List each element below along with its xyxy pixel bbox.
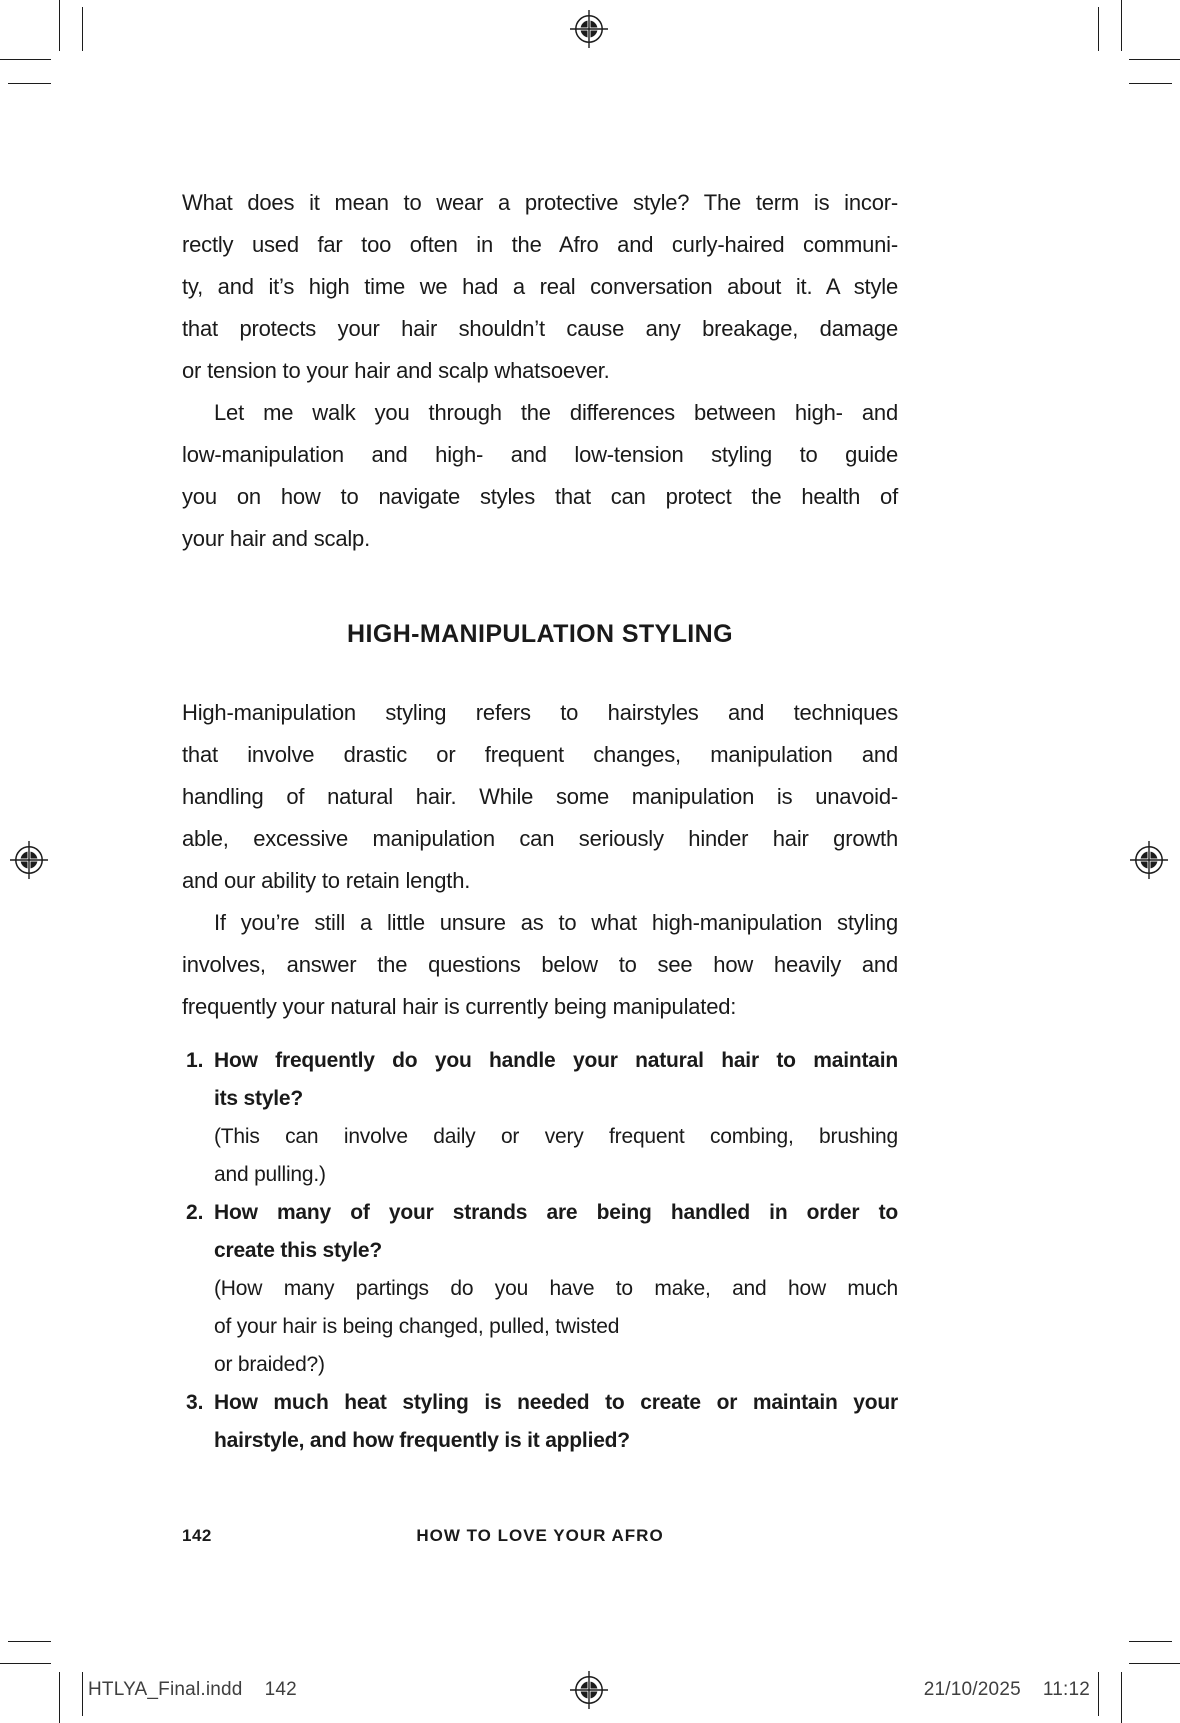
question-line: How frequently do you handle your natural hair to maintain [214,1049,898,1072]
question-line: create this style? [214,1239,382,1262]
crop-mark-top-right-h1 [1129,59,1180,60]
text-line: rectly used far too often in the Afro and curly-haired communi- [182,232,898,257]
text-line: involves, answer the questions below to see how heavily and [182,952,898,977]
question-number: 3. [186,1391,204,1414]
text-line: ty, and it’s high time we had a real conversation about it. A style [182,274,898,299]
slug-page: 142 [264,1679,297,1700]
page-number: 142 [182,1526,212,1545]
question-line: hairstyle, and how frequently is it applied? [214,1429,630,1452]
text-line: What does it mean to wear a protective style? The term is incor- [182,190,898,215]
crop-mark-top-right-v2 [1098,7,1099,51]
text-line: High-manipulation styling refers to hairstyles and techniques [182,700,898,725]
text-line: If you’re still a little unsure as to what high-manipulation styling [214,910,898,935]
registration-mark-icon [1129,840,1169,880]
crop-mark-top-left-v1 [59,0,60,51]
question-note-line: of your hair is being changed, pulled, twisted [214,1315,620,1338]
crop-mark-bottom-right-h1 [1129,1663,1180,1664]
crop-mark-top-left-h2 [8,83,51,84]
text-line: and our ability to retain length. [182,868,471,893]
question-item-3 [186,1384,898,1460]
registration-mark-icon [9,840,49,880]
crop-mark-top-left-v2 [82,7,83,51]
section-paragraphs [182,692,898,1028]
question-item-2 [186,1194,898,1384]
slug-filename: HTLYA_Final.indd [88,1679,243,1700]
slug-time: 11:12 [1042,1679,1090,1700]
text-line: frequently your natural hair is currently being manipulated: [182,994,737,1019]
question-line: How many of your strands are being handled in order to [214,1201,898,1224]
crop-mark-bottom-left-h1 [0,1663,51,1664]
question-line: its style? [214,1087,304,1110]
text-line: that protects your hair shouldn’t cause any breakage, damage [182,316,898,341]
text-line: Let me walk you through the differences between high- and [214,400,898,425]
question-number: 2. [186,1201,204,1224]
crop-mark-bottom-left-h2 [8,1641,51,1642]
question-list [186,1042,898,1460]
text-line: handling of natural hair. While some manipulation is unavoid- [182,784,898,809]
registration-mark-icon [569,9,609,49]
text-line: your hair and scalp. [182,526,370,551]
question-note-line: (This can involve daily or very frequent combing, brushing [214,1125,898,1148]
text-line: that involve drastic or frequent changes, manipulation and [182,742,898,767]
slug-left [88,1679,297,1701]
question-note-line: and pulling.) [214,1163,326,1186]
crop-mark-bottom-right-v1 [1121,1672,1122,1723]
text-line: low-manipulation and high- and low-tension styling to guide [182,442,898,467]
text-line: you on how to navigate styles that can protect the health of [182,484,898,509]
slug-date: 21/10/2025 [923,1679,1021,1700]
running-title: HOW TO LOVE YOUR AFRO [416,1526,664,1545]
crop-mark-bottom-left-v1 [59,1672,60,1723]
crop-mark-top-left-h1 [0,59,51,60]
text-line: able, excessive manipulation can seriously hinder hair growth [182,826,898,851]
crop-mark-bottom-left-v2 [82,1672,83,1716]
crop-mark-top-right-v1 [1121,0,1122,51]
crop-mark-top-right-h2 [1129,83,1172,84]
crop-mark-bottom-right-v2 [1098,1672,1099,1716]
question-line: How much heat styling is needed to create or maintain your [214,1391,898,1414]
intro-paragraphs [182,182,898,560]
slug-right [924,1679,1090,1701]
crop-mark-bottom-right-h2 [1129,1641,1172,1642]
question-note-line: or braided?) [214,1353,325,1376]
text-line: or tension to your hair and scalp whatsoever. [182,358,610,383]
question-note-line: (How many partings do you have to make, and how much [214,1277,898,1300]
registration-mark-icon [569,1670,609,1710]
question-number: 1. [186,1049,204,1072]
section-heading: HIGH-MANIPULATION STYLING [347,620,733,648]
question-item-1 [186,1042,898,1194]
